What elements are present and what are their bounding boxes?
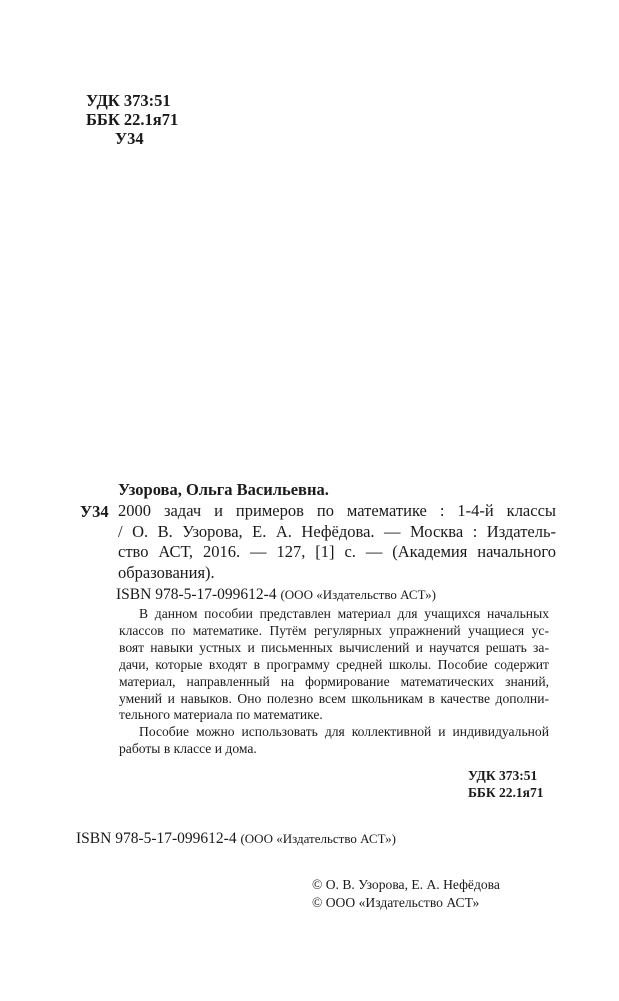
entry-author-mark: У34 [80,502,109,521]
bottom-isbn-number: ISBN 978-5-17-099612-4 [76,830,237,847]
isbn-publisher: (ООО «Издательство АСТ») [280,587,437,602]
udk-code: УДК 373:51 [86,91,171,110]
abstract-line: классов по математике. Путём регулярных упражнений учащиеся ус- [119,622,549,638]
author-heading: Узорова, Ольга Васильевна. [118,480,329,499]
description-line: образования). [118,562,215,582]
copyright-authors: © О. В. Узорова, Е. А. Нефёдова [312,877,500,892]
bottom-classification-codes [468,767,543,801]
abstract-line: умений и навыков. Оно полезно всем школьникам в качестве дополни- [119,690,549,706]
isbn-number: ISBN 978-5-17-099612-4 [116,586,277,603]
bottom-bbk-code: ББК 22.1я71 [468,785,544,800]
author-mark: У34 [115,129,144,148]
abstract-line: тельного материала по математике. [119,707,323,723]
abstract-line: работы в классе и дома. [119,741,257,757]
abstract-line: дачи, которые входят в программу средней школы. Пособие содержит [119,656,549,672]
abstract-line: воят навыки устных и письменных вычислений и научатся решать за- [119,639,549,655]
bottom-isbn [76,830,396,848]
abstract-line: материал, направленный на формирование математических знаний, [119,673,549,689]
bibliographic-description [118,501,556,583]
copyright-block [312,876,500,912]
description-line: / О. В. Узорова, Е. А. Нефёдова. — Москва : Издатель- [118,521,556,541]
abstract [119,606,549,758]
abstract-line: Пособие можно использовать для коллективной и индивидуальной [139,724,549,740]
abstract-line: В данном пособии представлен материал для учащихся начальных [139,606,549,621]
top-classification-codes [86,91,178,148]
entry-isbn [116,586,436,604]
bottom-isbn-publisher: (ООО «Издательство АСТ») [240,831,397,846]
description-line: ство АСТ, 2016. — 127, [1] с. — (Академия начального [118,542,556,561]
description-line: 2000 задач и примеров по математике : 1-4-й классы [118,501,556,520]
bbk-code: ББК 22.1я71 [86,110,179,129]
copyright-publisher: © ООО «Издательство АСТ» [312,895,480,910]
bottom-udk-code: УДК 373:51 [468,768,538,783]
